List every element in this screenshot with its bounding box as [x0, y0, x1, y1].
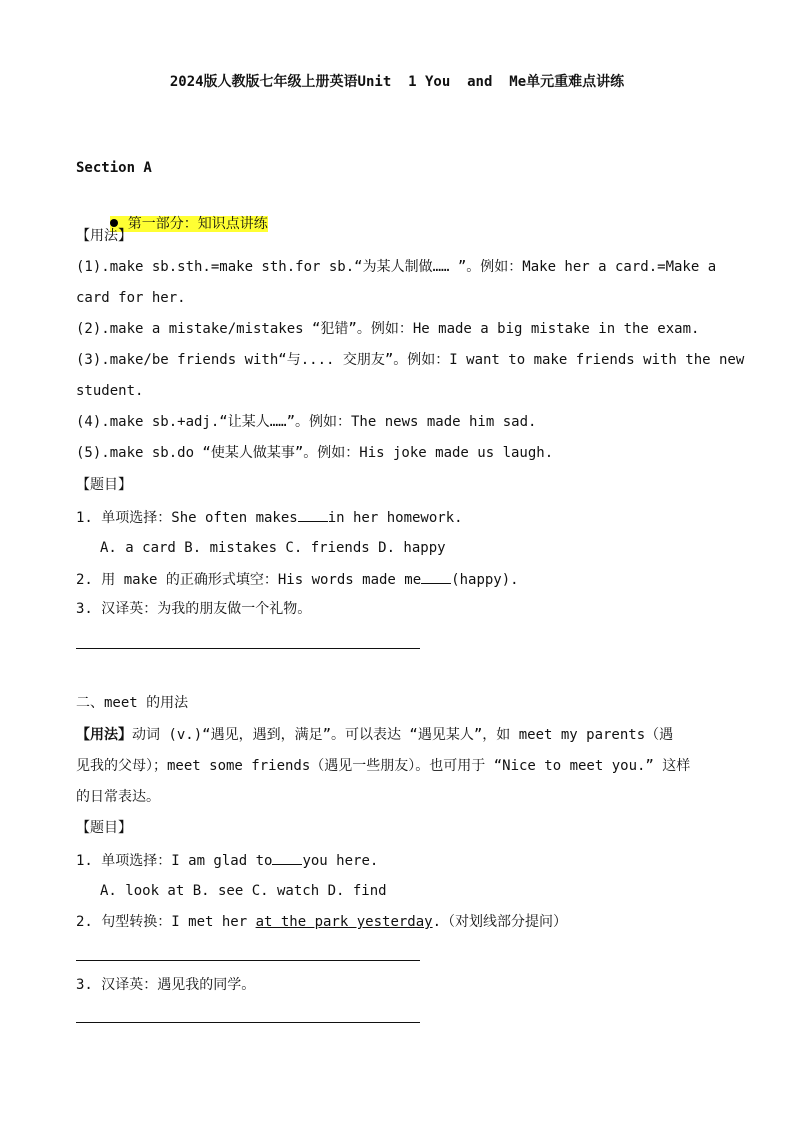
meet-question-2 — [76, 912, 567, 932]
meet-heading: 二、meet 的用法 — [76, 695, 189, 711]
make-question-2 — [76, 569, 519, 590]
question-text: 2. 句型转换：I met her — [76, 914, 256, 930]
fill-blank — [272, 850, 302, 865]
question-text-end: .（对划线部分提问） — [432, 914, 568, 930]
make-question-1 — [76, 507, 463, 528]
answer-line — [76, 960, 420, 961]
questions-label: 【题目】 — [76, 820, 132, 836]
make-usage-item-5: (5).make sb.do “使某人做某事”。例如：His joke made us laugh. — [76, 445, 554, 461]
usage-text: 动词 (v.)“遇见，遇到，满足”。可以表达 “遇见某人”，如 meet my parents（遇 — [132, 727, 674, 743]
make-usage-item-2: (2).make a mistake/mistakes “犯错”。例如：He made a big mistake in the exam. — [76, 321, 700, 337]
make-usage-item-1: (1).make sb.sth.=make sth.for sb.“为某人制做…… ”。例如：Make her a card.=Make a — [76, 259, 717, 275]
make-usage-item-3-cont: student. — [76, 383, 144, 399]
make-usage-item-3: (3).make/be friends with“与.... 交朋友”。例如：I want to make friends with the new — [76, 352, 745, 368]
question-text: 单项选择：She often makes — [92, 510, 298, 526]
question-text: 2. 用 make 的正确形式填空：His words made me — [76, 572, 422, 588]
part-heading-highlight — [110, 216, 268, 232]
meet-usage-line-3: 的日常表达。 — [76, 789, 160, 805]
make-question-1-options: A. a card B. mistakes C. friends D. happy — [100, 540, 446, 556]
fill-blank — [298, 507, 328, 522]
answer-line — [76, 648, 420, 649]
questions-label: 【题目】 — [76, 477, 132, 493]
document-title: 2024版人教版七年级上册英语Unit 1 You and Me单元重难点讲练 — [169, 74, 625, 90]
question-text-end: in her homework. — [327, 510, 463, 526]
meet-question-1-options: A. look at B. see C. watch D. find — [100, 883, 387, 899]
fill-blank — [421, 569, 451, 584]
meet-usage-line-2: 见我的父母）；meet some friends（遇见一些朋友）。也可用于 “Nice to meet you.” 这样 — [76, 758, 691, 774]
question-number: 1. — [76, 853, 93, 869]
section-heading: Section A — [76, 160, 152, 176]
question-text: 单项选择：I am glad to — [92, 853, 273, 869]
make-question-3: 3. 汉译英：为我的朋友做一个礼物。 — [76, 601, 312, 617]
question-text-end: you here. — [302, 853, 379, 869]
make-usage-item-4: (4).make sb.+adj.“让某人……”。例如：The news made him sad. — [76, 414, 537, 430]
underlined-phrase: at the park yesterday — [255, 914, 433, 930]
usage-label: 【用法】 — [76, 228, 132, 244]
meet-usage-line-1 — [76, 725, 673, 745]
make-usage-item-1-cont: card for her. — [76, 290, 186, 306]
question-text-end: (happy). — [451, 572, 519, 588]
answer-line — [76, 1022, 420, 1023]
meet-question-3: 3. 汉译英：遇见我的同学。 — [76, 977, 256, 993]
usage-label: 【用法】 — [76, 727, 132, 743]
question-number: 1. — [76, 510, 93, 526]
meet-question-1 — [76, 850, 378, 871]
part-heading-text: 第一部分：知识点讲练 — [127, 216, 268, 232]
